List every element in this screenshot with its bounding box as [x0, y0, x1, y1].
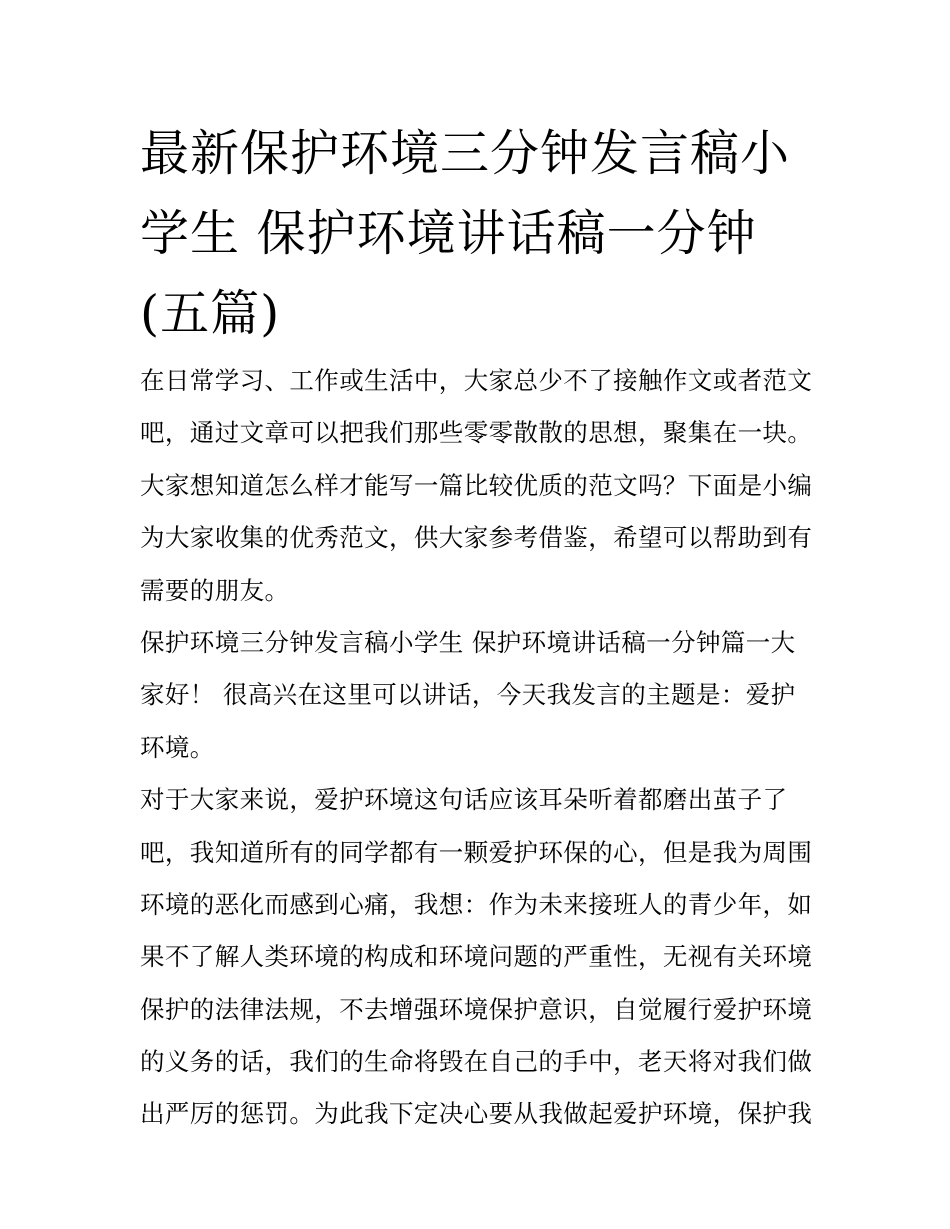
text-line: 出严厉的惩罚。为此我下定决心要从我做起爱护环境，保护我	[140, 1099, 813, 1129]
text-line: 需要的朋友。	[140, 575, 290, 605]
text-line: 吧，通过文章可以把我们那些零零散散的思想，聚集在一块。	[140, 418, 813, 448]
text-line: 吧，我知道所有的同学都有一颗爱护环保的心，但是我为周围	[140, 837, 813, 867]
text-line: 环境。	[140, 732, 215, 762]
document-title	[140, 114, 820, 354]
text-line: 对于大家来说，爱护环境这句话应该耳朵听着都磨出茧子了	[140, 785, 788, 815]
text-line: 在日常学习、工作或生活中，大家总少不了接触作文或者范文	[140, 366, 813, 395]
text-line: 果不了解人类环境的构成和环境问题的严重性，无视有关环境	[140, 942, 813, 972]
text-line: 大家想知道怎么样才能写一篇比较优质的范文吗？下面是小编	[140, 470, 813, 500]
text-line: 环境的恶化而感到心痛，我想：作为未来接班人的青少年，如	[140, 889, 813, 919]
paragraph-body	[140, 774, 830, 1141]
title-line: 学生 保护环境讲话稿一分钟	[140, 205, 757, 262]
title-line: 最新保护环境三分钟发言稿小	[140, 125, 791, 182]
text-line: 家好！ 很高兴在这里可以讲话，今天我发言的主题是：爱护	[140, 680, 796, 710]
paragraph-intro	[140, 355, 830, 617]
document-body	[140, 355, 830, 1141]
text-line: 的义务的话，我们的生命将毁在自己的手中，老天将对我们做	[140, 1047, 813, 1077]
text-line: 为大家收集的优秀范文，供大家参考借鉴，希望可以帮助到有	[140, 523, 813, 553]
text-line: 保护环境三分钟发言稿小学生 保护环境讲话稿一分钟篇一大	[140, 627, 796, 657]
text-line: 保护的法律法规，不去增强环境保护意识，自觉履行爱护环境	[140, 994, 813, 1024]
title-line: (五篇)	[140, 285, 281, 342]
paragraph-greeting	[140, 617, 830, 774]
